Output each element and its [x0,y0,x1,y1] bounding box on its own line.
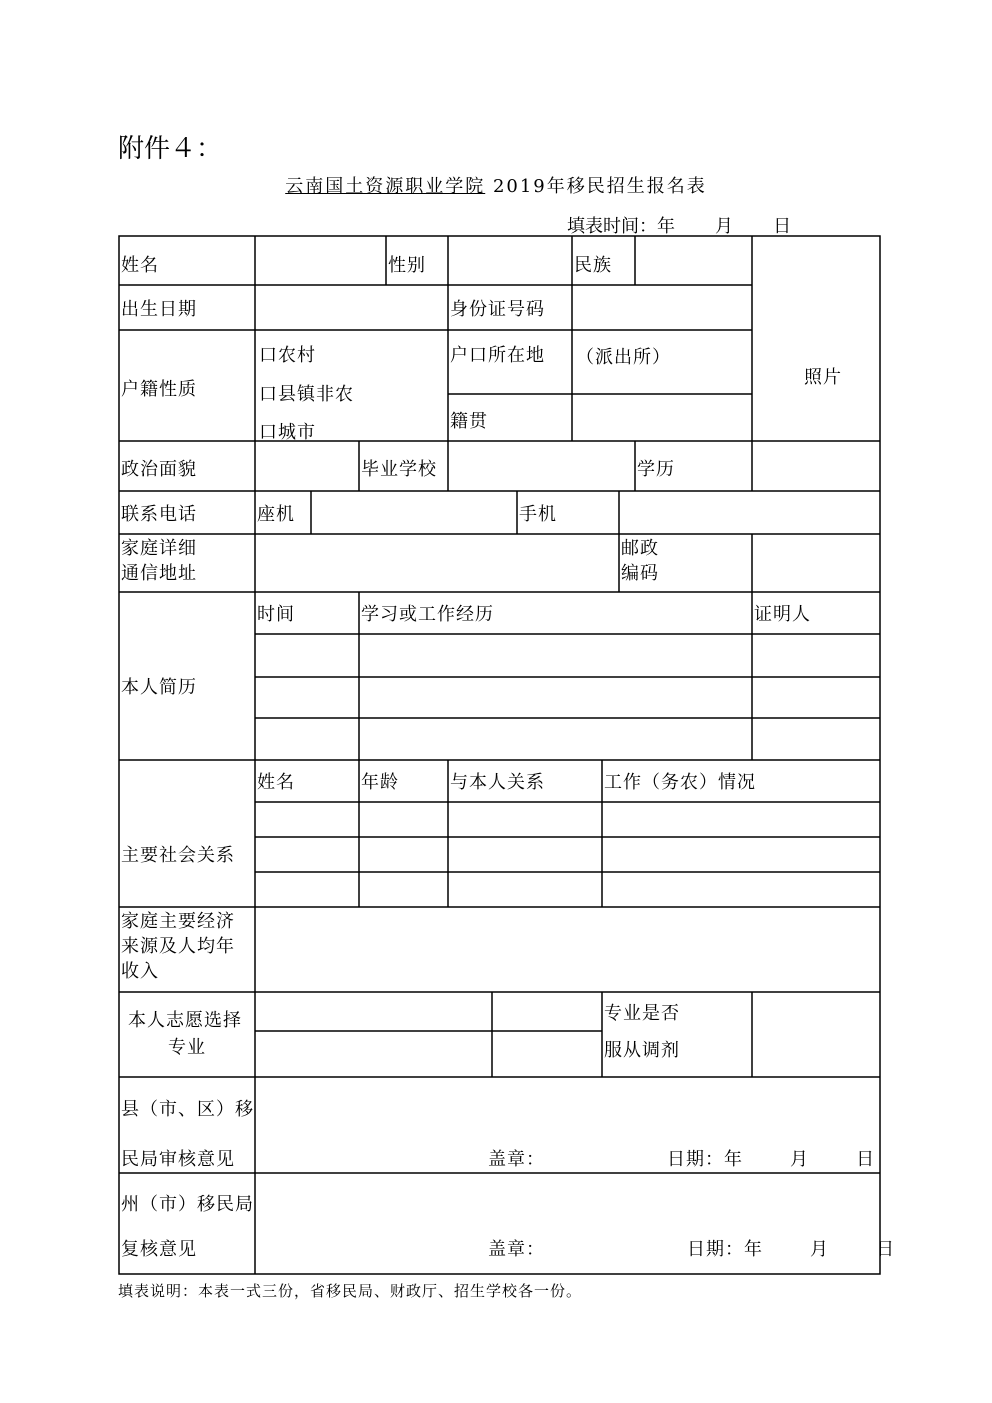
label-postal-line1: 邮政 [621,538,659,559]
label-state-line1: 州（市）移民局 [121,1194,254,1215]
label-resume: 本人简历 [121,677,197,698]
label-postal-line2: 编码 [621,563,659,584]
county-date: 日期：年 月 日 [667,1149,876,1170]
option-county-nonfarm[interactable]: 口县镇非农 [259,384,354,405]
label-police-station: （派出所） [576,347,671,368]
label-rel-name: 姓名 [257,772,295,793]
state-seal: 盖章： [488,1239,545,1260]
label-household-type: 户籍性质 [121,379,197,400]
label-income-line1: 家庭主要经济 [121,911,235,932]
option-city[interactable]: 口城市 [259,422,316,443]
label-address-line1: 家庭详细 [121,538,197,559]
label-gender: 性别 [388,255,426,276]
label-state-line2: 复核意见 [121,1239,197,1260]
label-resume-witness: 证明人 [754,604,811,625]
label-county-line2: 民局审核意见 [121,1149,235,1170]
label-resume-time: 时间 [257,604,295,625]
label-name: 姓名 [121,255,159,276]
label-household-location: 户口所在地 [450,345,545,366]
fill-time: 填表时间：年 月 日 [567,216,792,237]
label-relations: 主要社会关系 [121,845,235,866]
label-rel-work: 工作（务农）情况 [604,772,756,793]
label-birth-date: 出生日期 [121,299,197,320]
attachment-heading: 附件４： [118,134,223,164]
footnote: 填表说明：本表一式三份，省移民局、财政厅、招生学校各一份。 [118,1282,583,1300]
label-major-line2: 专业 [168,1037,206,1058]
county-seal: 盖章： [488,1149,545,1170]
label-rel-age: 年龄 [361,772,399,793]
label-political-status: 政治面貌 [121,459,197,480]
label-native-place: 籍贯 [450,411,488,432]
label-education: 学历 [637,459,675,480]
label-county-line1: 县（市、区）移 [121,1099,254,1120]
label-contact-phone: 联系电话 [121,504,197,525]
state-date: 日期：年 月 日 [687,1239,896,1260]
label-ethnicity: 民族 [574,255,612,276]
form-title-rest: 2019年移民招生报名表 [492,176,707,197]
label-rel-relation: 与本人关系 [450,772,545,793]
label-income-line3: 收入 [121,961,159,982]
label-resume-experience: 学习或工作经历 [361,604,494,625]
label-adjust-line2: 服从调剂 [604,1040,680,1061]
label-major-line1: 本人志愿选择 [128,1010,242,1031]
label-mobile: 手机 [519,504,557,525]
label-graduated-school: 毕业学校 [361,459,437,480]
label-adjust-line1: 专业是否 [604,1003,680,1024]
label-address-line2: 通信地址 [121,563,197,584]
option-rural[interactable]: 口农村 [259,345,316,366]
institution-name: 云南国土资源职业学院 [285,176,486,197]
label-id-number: 身份证号码 [450,299,545,320]
label-photo: 照片 [804,367,842,388]
label-landline: 座机 [257,504,295,525]
label-income-line2: 来源及人均年 [121,936,235,957]
